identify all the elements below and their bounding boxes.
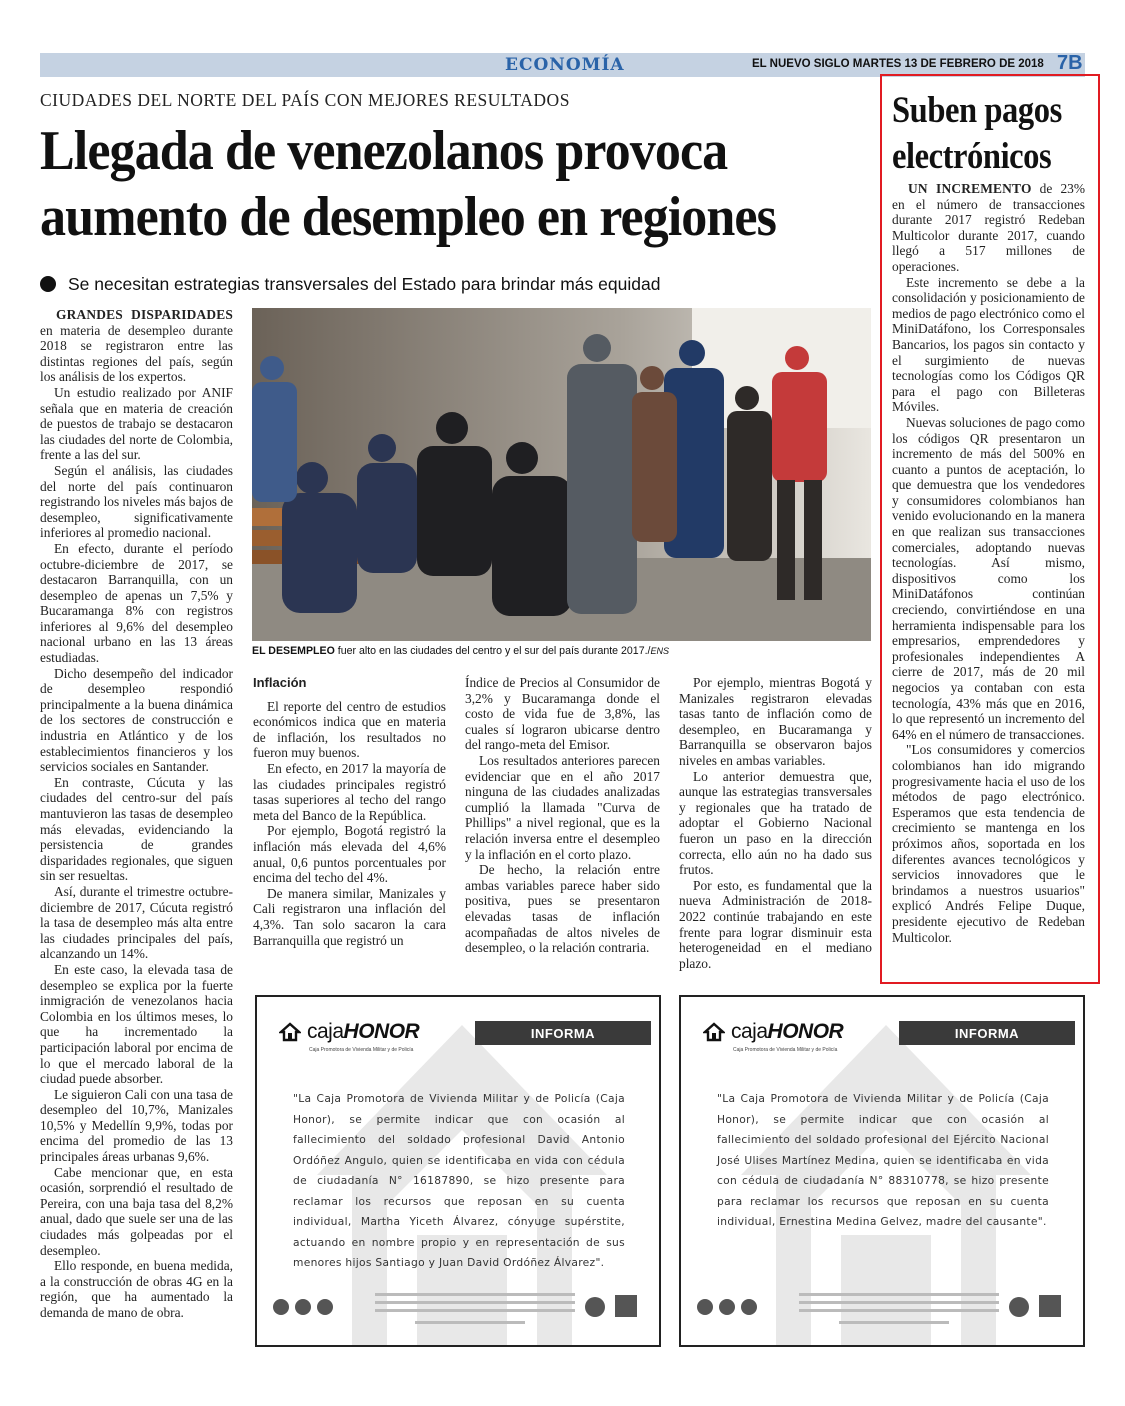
article-paragraph: Lo anterior demuestra que, aunque las estrategias transversales y regionales que ha tratado de adoptar el Gobierno Nacional fueron un paso en la dirección correcta, ello aún no ha dado sus frutos. (679, 768, 872, 878)
publication-dateline: EL NUEVO SIGLO MARTES 13 DE FEBRERO DE 2018 (752, 58, 1044, 70)
informa-label: INFORMA (475, 1021, 651, 1045)
article-paragraph: GRANDES DISPARIDADES en materia de desempleo durante 2018 se registraron entre las distintas regiones del país, según los análisis de los expertos. (40, 307, 233, 385)
article-paragraph: Según el análisis, las ciudades del norte del país continuaron registrando los niveles más bajos de desempleo, significativamente inferiores al promedio nacional. (40, 462, 234, 541)
article-paragraph: Cabe mencionar que, en esta ocasión, sorprendió el resultado de Pereira, con una baja tasa del 8,2% anual, dado que suele ser una de las ciudades más golpeadas por el desempleo. (40, 1164, 233, 1258)
article-paragraph: Dicho desempeño del indicador de desempleo respondió principalmente a la buena dinámica de los sectores de construcción e industria en Atlántico y de los establecimientos financieros y los servicios sociales en Santander. (40, 665, 233, 775)
notice-text: "La Caja Promotora de Vivienda Militar y de Policía (Caja Honor), se permite indicar que con ocasión al fallecimiento del soldado profesional David Antonio Ordóñez Angulo, quien se identificaba en vida con cédula de ciudadanía N° 16187890, se hizo presente para reclamar los recursos que reposan en su cuenta individual, Martha Yiceth Álvarez, cónyuge supérstite, actuando en nombre propio y en representación de sus menores hijos Santiago y Juan David Ordóñez Álvarez". (293, 1092, 625, 1269)
article-paragraph: Un estudio realizado por ANIF señala que en materia de creación de puestos de trabajo se destacaron las ciudades del norte de Colombia, frente a las del sur. (40, 384, 233, 463)
sidebar-paragraph: "Los consumidores y comercios colombianos han ido migrando progresivamente hacia el uso de los métodos de pago electrónico. Esperamos que esta tendencia de crecimiento se mantenga en los próximos años, soportada en los diferentes avances tecnológicos y servicios innovadores que le brindamos a nuestros usuarios" explicó Andrés Felipe Duque, presidente ejecutivo de Redeban Multicolor. (892, 742, 1085, 945)
article-paragraph: Le siguieron Cali con una tasa de desempleo del 10,7%, Manizales 10,5% y Medellín 9,9%, todas por encima del promedio de las 13 principales áreas urbanas 9,6%. (40, 1086, 233, 1165)
article-subhead: Se necesitan estrategias transversales del Estado para brindar más equidad (68, 274, 661, 294)
article-headline: Llegada de venezolanos provoca aumento de desempleo en regiones (40, 120, 776, 248)
bullet-icon (40, 276, 56, 292)
article-paragraph: Índice de Precios al Consumidor de 3,2% y Bucaramanga donde el costo de vida fue de 3,8%, las cuales sí lograron ubicarse dentro del rango-meta del Emisor. (465, 675, 660, 753)
logo-tagline: Caja Promotora de Vivienda Militar y de Policía (309, 1047, 414, 1053)
article-paragraph: De manera similar, Manizales y Cali registraron una inflación del 4,3%. Tan solo sacaron la cara Barranquilla que registró un (253, 885, 446, 948)
article-column-3 (465, 675, 660, 956)
article-kicker: CIUDADES DEL NORTE DEL PAÍS CON MEJORES RESULTADOS (40, 90, 570, 110)
notice-text: "La Caja Promotora de Vivienda Militar y de Policía (Caja Honor), se permite indicar que con ocasión al fallecimiento del soldado profesional del Ejército Nacional José Ulises Martínez Medina, quien se identificaba en vida con cédula de ciudadanía N° 88310778, se hizo presente para reclamar los recursos que reposan en su cuenta individual, Ernestina Medina Gelvez, madre del causante". (717, 1092, 1049, 1228)
article-paragraph: Por ejemplo, Bogotá registró la inflación más elevada del 4,6% anual, 0,6 puntos porcentuales por encima del techo del 4%. (253, 823, 446, 886)
article-lead: GRANDES DISPARIDADES (56, 307, 233, 322)
informa-label: INFORMA (899, 1021, 1075, 1045)
article-column-2 (253, 675, 446, 948)
article-paragraph: En contraste, Cúcuta y las ciudades del centro-sur del país mantuvieron las tasas de desempleo más elevadas, evidenciando la persistencia de grandes disparidades regionales, que siguen sin ser resueltas. (40, 774, 233, 884)
caja-honor-logo: cajaHONOR (279, 1019, 419, 1045)
logo-tagline: Caja Promotora de Vivienda Militar y de Policía (733, 1047, 838, 1053)
sidebar-lead: UN INCREMENTO (908, 181, 1032, 196)
article-column-1 (40, 307, 233, 1321)
article-paragraph: Por esto, es fundamental que la nueva Administración de 2018-2022 continúe trabajando en este frente para lograr disminuir esta heterogeneidad en el mediano plazo. (679, 877, 872, 971)
crowd-photo-illustration (252, 308, 871, 641)
certification-logos-icon (265, 1277, 655, 1341)
article-paragraph: En efecto, durante el período octubre-diciembre de 2017, se destacaron Barranquilla, con un desempleo de apenas un 7,5% y Bucaramanga 8% con registros inferiores al 9,6% del desempleo nacional urbano en las 13 áreas estudiadas. (40, 540, 233, 666)
caja-honor-logo: cajaHONOR (703, 1019, 843, 1045)
sidebar-paragraph: Nuevas soluciones de pago como los códigos QR presentaron un incremento de más del 500% en cuanto a puntos de aceptación, lo que demuestra que los vendedores y consumidores colombianos han venido evolucionando en la manera en que realizan sus transacciones comerciales, adoptando nuevas tecnologías. Así mismo, dispositivos como los MiniDatáfonos continúan creciendo, convirtiéndose en una herramienta indispensable para los empresarios, emprendedores y profesionales independientes A cierre de 2017, más de 20 mil negocios ya contaban con esta tecnología, 43% más que en 2016, lo que representó un incremento del 64% en el número de transacciones. (892, 414, 1085, 742)
house-logo-icon (279, 1021, 301, 1043)
article-paragraph: Así, durante el trimestre octubre-diciembre de 2017, Cúcuta registró la tasa de desempleo más alta entre las ciudades principales del país, alcanzando un 14%. (40, 883, 233, 962)
article-paragraph: De hecho, la relación entre ambas variables parece haber sido positiva, pues se presentaron elevadas tasas de inflación acompañadas de altos niveles de desempleo, o la relación contraria. (465, 862, 660, 956)
article-photo (252, 308, 871, 641)
sidebar-title: Suben pagos electrónicos (892, 90, 1062, 177)
article-paragraph: Los resultados anteriores parecen evidenciar que en el año 2017 ninguna de las ciudades analizadas cumplió la llamada "Curva de Phillips" a nivel regional, que es la relación inversa entre el desempleo y la inflación en el corto plazo. (465, 752, 660, 862)
article-paragraph: En efecto, en 2017 la mayoría de las ciudades principales registró tasas superiores al techo del rango meta del Banco de la República. (253, 760, 446, 823)
article-paragraph: El reporte del centro de estudios económicos indica que en materia de inflación, los resultados no fueron muy buenos. (253, 698, 446, 761)
sidebar-paragraph: Este incremento se debe a la consolidación y posicionamiento de medios de pago electrónico como el MiniDatáfono, los Corresponsales Bancarios, los pagos sin contacto y el surgimiento de nuevas tecnologías como los Códigos QR para el pago con Billeteras Móviles. (892, 274, 1085, 415)
article-paragraph: En este caso, la elevada tasa de desempleo se explica por la fuerte inmigración de venezolanos hacia Colombia en los últimos meses, lo que ha incrementado la participación laboral por encima de lo que el mercado laboral de la ciudad puede absorber. (40, 961, 233, 1087)
article-paragraph: Ello responde, en buena medida, a la construcción de obras 4G en la región, que ha aumentado la demanda de mano de obra. (40, 1258, 233, 1320)
section-subtitle: Inflación (253, 675, 307, 690)
page-number: 7B (1057, 52, 1083, 74)
article-paragraph: Por ejemplo, mientras Bogotá y Manizales registraron elevadas tasas tanto de inflación como de desempleo, en Bucaramanga y Barranquilla se observaron bajos niveles en ambas variables. (679, 675, 872, 768)
section-name: ECONOMÍA (505, 55, 625, 75)
photo-caption: EL DESEMPLEO fuer alto en las ciudades del centro y el sur del país durante 2017./ENS (252, 645, 669, 657)
caja-honor-notice-2 (679, 995, 1085, 1347)
caja-honor-notice-1 (255, 995, 661, 1347)
article-column-4 (679, 675, 872, 971)
sidebar-paragraph: UN INCREMENTO de 23% en el número de transacciones durante 2017 registró Redeban Multicolor durante 2017, cuando llegó a 517 millones de operaciones. (892, 181, 1085, 274)
sidebar-column (892, 181, 1085, 945)
house-logo-icon (703, 1021, 725, 1043)
certification-logos-icon (689, 1277, 1079, 1341)
